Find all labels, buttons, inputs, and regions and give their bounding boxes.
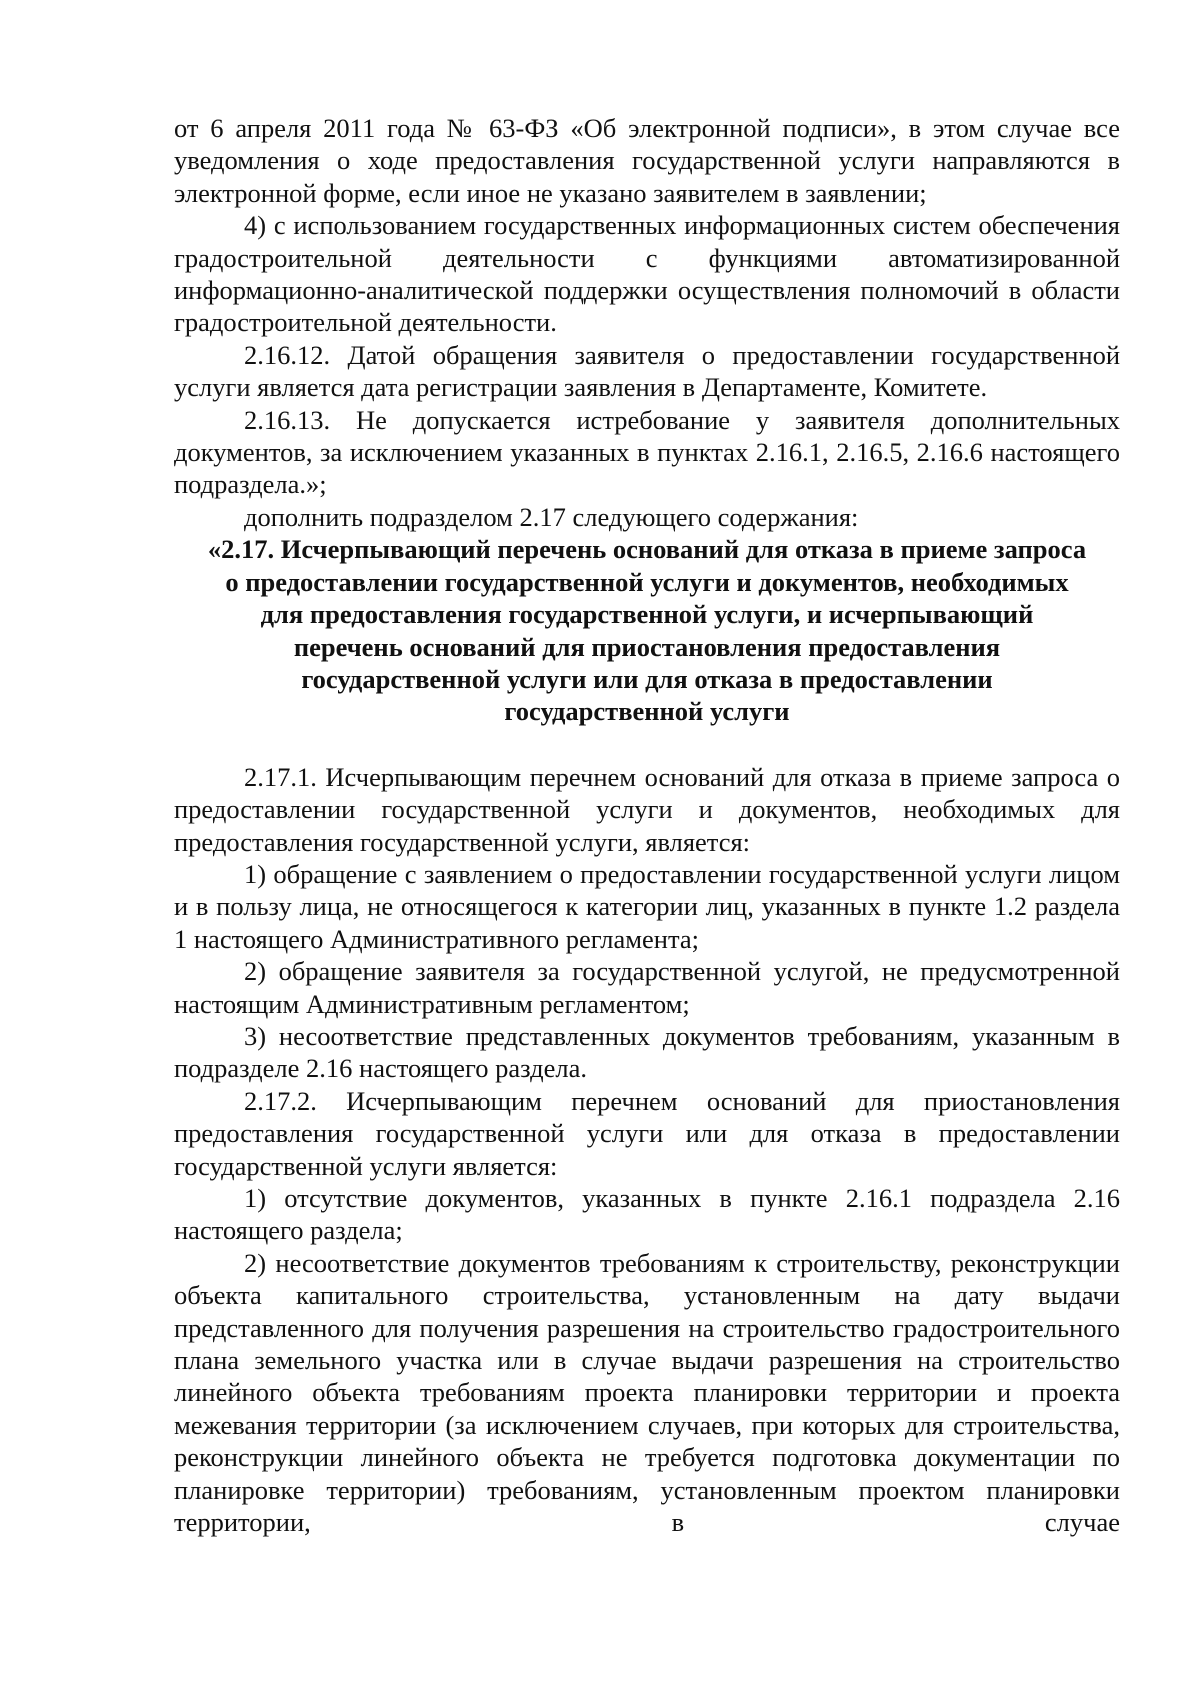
paragraph-2-17-2-item-1: 1) отсутствие документов, указанных в пункте 2.16.1 подраздела 2.16 настоящего раздела; (174, 1183, 1120, 1246)
heading-line: о предоставлении государственной услуги и документов, необходимых (225, 566, 1069, 597)
section-heading-2-17 (174, 533, 1120, 727)
paragraph-amendment-intro: дополнить подразделом 2.17 следующего содержания: (244, 501, 859, 532)
paragraph-item-4: 4) с использованием государственных информационных систем обеспечения градостроительной деятельности с функциями автоматизированной информационно-аналитической поддержки осуществления полномочий в области градостроительной деятельности. (174, 210, 1120, 338)
heading-line: для предоставления государственной услуги, и исчерпывающий (260, 599, 1034, 630)
heading-line: «2.17. Исчерпывающий перечень оснований для отказа в приеме запроса (207, 534, 1087, 565)
paragraph-2-17-2-item-2: 2) несоответствие документов требованиям к строительству, реконструкции объекта капитального строительства, установленным на дату выдачи представленного для получения разрешения на строительство градостроительного плана земельного участка или в случае выдачи разрешения на строительство линейного объекта требованиям проекта планировки территории и проекта межевания территории (за исключением случаев, при которых для строительства, реконструкции линейного объекта не требуется подготовка документации по планировке территории) требованиям, установленным проектом планировки территории, в случае (174, 1247, 1120, 1538)
paragraph-2-17-1-item-3: 3) несоответствие представленных документов требованиям, указанным в подразделе 2.16 настоящего раздела. (174, 1020, 1120, 1084)
paragraph-2-17-1-item-2: 2) обращение заявителя за государственной услугой, не предусмотренной настоящим Административным регламентом; (174, 956, 1120, 1019)
heading-line: государственной услуги (504, 696, 790, 727)
paragraph-2-17-1: 2.17.1. Исчерпывающим перечнем оснований для отказа в приеме запроса о предоставлении государственной услуги и документов, необходимых для предоставления государственной услуги, является: (174, 761, 1120, 857)
heading-line: государственной услуги или для отказа в предоставлении (301, 663, 993, 694)
paragraph-continuation: от 6 апреля 2011 года № 63-ФЗ «Об электронной подписи», в этом случае все уведомления о ходе предоставления государственной услуги направляются в электронной форме, если иное не указано заявителем в заявлении; (174, 113, 1120, 208)
spacer (174, 728, 1120, 761)
paragraph-2-16-12: 2.16.12. Датой обращения заявителя о предоставлении государственной услуги является дата регистрации заявления в Департаменте, Комитете. (174, 339, 1120, 403)
heading-line: перечень оснований для приостановления предоставления (293, 631, 1001, 662)
paragraph-2-17-1-item-1: 1) обращение с заявлением о предоставлении государственной услуги лицом и в пользу лица, не относящегося к категории лиц, указанных в пункте 1.2 раздела 1 настоящего Административного регламента; (174, 858, 1120, 954)
document-page (174, 112, 1120, 1538)
paragraph-2-17-2: 2.17.2. Исчерпывающим перечнем оснований для приостановления предоставления государственной услуги или для отказа в предоставлении государственной услуги является: (174, 1085, 1120, 1181)
paragraph-2-16-13: 2.16.13. Не допускается истребование у заявителя дополнительных документов, за исключением указанных в пунктах 2.16.1, 2.16.5, 2.16.6 настоящего подраздела.»; (174, 404, 1120, 500)
